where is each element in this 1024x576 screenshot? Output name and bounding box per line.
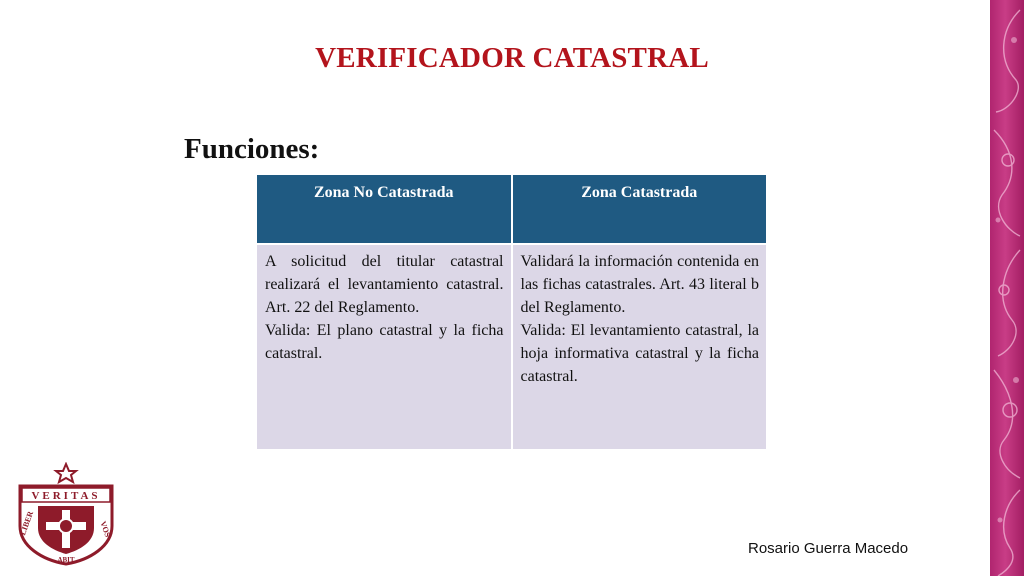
decorative-side-band	[990, 0, 1024, 576]
logo-left-word: LIBER	[18, 509, 36, 537]
table-row	[256, 244, 767, 450]
university-crest-icon	[14, 462, 126, 566]
cell-paragraph: A solicitud del titular catastral realizará el levantamiento catastral. Art. 22 del Reglamento.	[265, 253, 504, 316]
cell-paragraph: Validará la información contenida en las fichas catastrales. Art. 43 literal b del Reglamento.	[520, 253, 759, 316]
cell-zona-no-catastrada	[256, 244, 512, 450]
logo-bottom-word: ABIT	[57, 556, 75, 564]
table-header-row	[256, 174, 767, 244]
slide-title: VERIFICADOR CATASTRAL	[315, 42, 709, 74]
subtitle-funciones: Funciones:	[184, 133, 320, 165]
header-zona-no-catastrada: Zona No Catastrada	[256, 174, 512, 244]
logo-right-word: VOS	[98, 519, 113, 539]
cell-zona-catastrada	[512, 244, 768, 450]
header-zona-catastrada: Zona Catastrada	[512, 174, 768, 244]
logo-top-word: VERITAS	[31, 490, 101, 502]
cell-paragraph: Valida: El plano catastral y la ficha catastral.	[265, 322, 504, 362]
university-logo	[14, 462, 126, 571]
floral-pattern-icon	[990, 0, 1024, 576]
author-name: Rosario Guerra Macedo	[748, 540, 909, 557]
functions-table	[255, 173, 768, 451]
cell-paragraph: Valida: El levantamiento catastral, la hoja informativa catastral y la ficha catastral.	[520, 322, 759, 385]
